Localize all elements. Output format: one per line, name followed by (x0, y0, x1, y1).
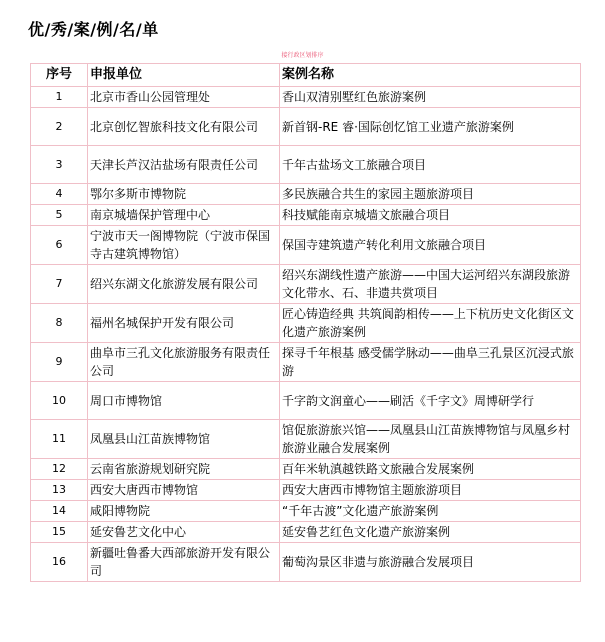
table-row (31, 87, 581, 108)
row-case-name: 匠心铸造经典 共筑阆韵相传——上下杭历史文化街区文化遗产旅游案例 (280, 304, 581, 343)
page-title: 优/秀/案/例/名/单 (28, 20, 159, 39)
row-case-name: 新首钢-RE 睿·国际创忆馆工业遗产旅游案例 (280, 108, 581, 146)
row-case-name: 千字韵文润童心——刷活《千字文》周博研学行 (280, 382, 581, 420)
header-case: 案例名称 (280, 64, 581, 87)
table-row (31, 382, 581, 420)
row-number: 15 (31, 522, 88, 543)
row-number: 14 (31, 501, 88, 522)
table-row (31, 480, 581, 501)
row-number: 11 (31, 420, 88, 459)
table-row (31, 501, 581, 522)
row-case-name: 绍兴东湖线性遗产旅游——中国大运河绍兴东湖段旅游文化带水、石、非遗共赏项目 (280, 265, 581, 304)
row-unit: 南京城墙保护管理中心 (88, 205, 280, 226)
row-unit: 延安鲁艺文化中心 (88, 522, 280, 543)
row-number: 4 (31, 184, 88, 205)
row-case-name: 百年米轨滇越铁路文旅融合发展案例 (280, 459, 581, 480)
row-case-name: 延安鲁艺红色文化遗产旅游案例 (280, 522, 581, 543)
row-case-name: 香山双清别墅红色旅游案例 (280, 87, 581, 108)
table-row (31, 205, 581, 226)
row-case-name: 千年古盐场文工旅融合项目 (280, 146, 581, 184)
row-case-name: 保国寺建筑遗产转化利用文旅融合项目 (280, 226, 581, 265)
row-unit: 北京创忆智旅科技文化有限公司 (88, 108, 280, 146)
table-row (31, 304, 581, 343)
row-unit: 咸阳博物院 (88, 501, 280, 522)
row-unit: 北京市香山公园管理处 (88, 87, 280, 108)
header-unit: 申报单位 (88, 64, 280, 87)
table-row (31, 522, 581, 543)
row-unit: 新疆吐鲁番大西部旅游开发有限公司 (88, 543, 280, 582)
row-number: 10 (31, 382, 88, 420)
row-number: 2 (31, 108, 88, 146)
row-case-name: 科技赋能南京城墙文旅融合项目 (280, 205, 581, 226)
row-number: 3 (31, 146, 88, 184)
row-unit: 绍兴东湖文化旅游发展有限公司 (88, 265, 280, 304)
table-row (31, 184, 581, 205)
row-unit: 周口市博物馆 (88, 382, 280, 420)
table-row (31, 420, 581, 459)
table-row (31, 265, 581, 304)
table-header-row (31, 64, 581, 87)
table-row (31, 459, 581, 480)
row-number: 7 (31, 265, 88, 304)
row-case-name: “千年古渡”文化遗产旅游案例 (280, 501, 581, 522)
row-number: 5 (31, 205, 88, 226)
row-number: 9 (31, 343, 88, 382)
row-case-name: 探寻千年根基 感受儒学脉动——曲阜三孔景区沉浸式旅游 (280, 343, 581, 382)
row-number: 1 (31, 87, 88, 108)
row-case-name: 多民族融合共生的家园主题旅游项目 (280, 184, 581, 205)
row-number: 13 (31, 480, 88, 501)
header-no: 序号 (31, 64, 88, 87)
table-row (31, 343, 581, 382)
row-unit: 天津长芦汉沽盐场有限责任公司 (88, 146, 280, 184)
row-case-name: 西安大唐西市博物馆主题旅游项目 (280, 480, 581, 501)
row-unit: 凤凰县山江苗族博物馆 (88, 420, 280, 459)
row-number: 12 (31, 459, 88, 480)
table-row (31, 146, 581, 184)
table-row (31, 543, 581, 582)
row-unit: 宁波市天一阁博物院（宁波市保国寺古建筑博物馆） (88, 226, 280, 265)
row-unit: 曲阜市三孔文化旅游服务有限责任公司 (88, 343, 280, 382)
sort-note: 接行政区划排序 (281, 52, 324, 59)
row-unit: 福州名城保护开发有限公司 (88, 304, 280, 343)
row-number: 8 (31, 304, 88, 343)
row-unit: 西安大唐西市博物馆 (88, 480, 280, 501)
row-number: 16 (31, 543, 88, 582)
row-case-name: 馆促旅游旅兴馆——凤凰县山江苗族博物馆与凤凰乡村旅游业融合发展案例 (280, 420, 581, 459)
row-number: 6 (31, 226, 88, 265)
table-row (31, 226, 581, 265)
row-case-name: 葡萄沟景区非遗与旅游融合发展项目 (280, 543, 581, 582)
case-list-table (30, 63, 581, 582)
row-unit: 鄂尔多斯市博物院 (88, 184, 280, 205)
table-row (31, 108, 581, 146)
row-unit: 云南省旅游规划研究院 (88, 459, 280, 480)
